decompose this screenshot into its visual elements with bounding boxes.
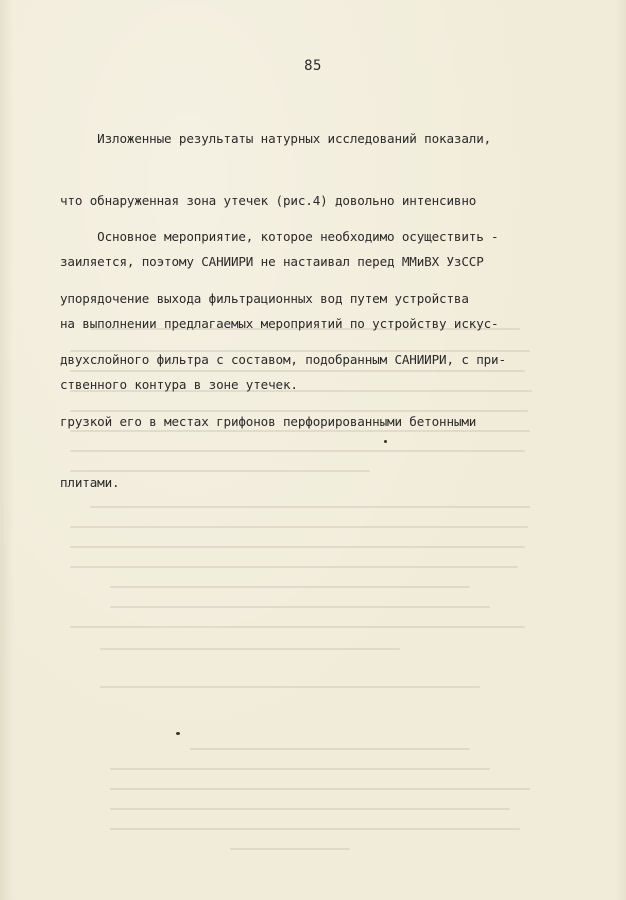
page-number: 85 bbox=[304, 58, 322, 74]
paragraph-line: Основное мероприятие, которое необходимо осуществить - bbox=[60, 229, 499, 244]
paragraph-line: грузкой его в местах грифонов перфорированными бетонными bbox=[60, 413, 477, 429]
paragraph-line: упорядочение выхода фильтрационных вод путем устройства bbox=[60, 290, 469, 306]
paragraph-line: плитами. bbox=[60, 475, 120, 490]
paragraph-line: заиляется, поэтому САНИИРИ не настаивал перед ММиВХ УзССР bbox=[60, 254, 484, 269]
paragraph-line: ственного контура в зоне утечек. bbox=[60, 377, 298, 392]
bleed-through-texture bbox=[70, 308, 540, 868]
paper-speck bbox=[384, 440, 387, 443]
paragraph-line: двухслойного фильтра с составом, подобранным САНИИРИ, с при- bbox=[60, 352, 506, 367]
paragraph-line: на выполнении предлагаемых мероприятий по устройству искус- bbox=[60, 315, 499, 331]
paper-speck bbox=[176, 732, 180, 735]
paragraph-line: Изложенные результаты натурных исследований показали, bbox=[60, 131, 492, 146]
paragraph-line: что обнаруженная зона утечек (рис.4) довольно интенсивно bbox=[60, 192, 477, 208]
